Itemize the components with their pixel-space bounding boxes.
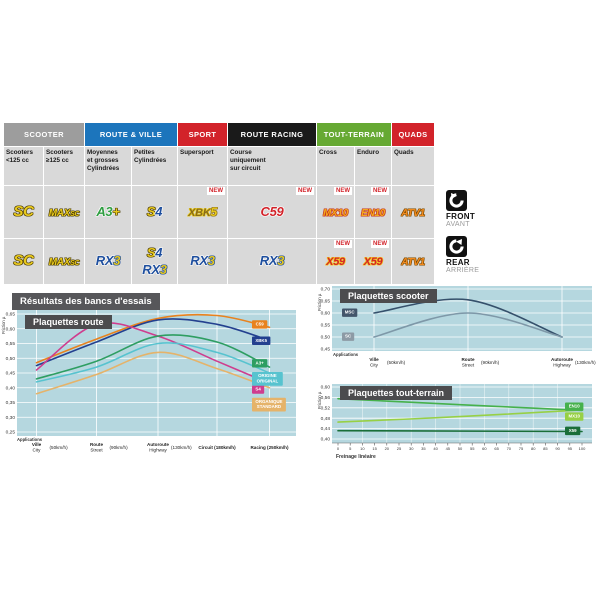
category-header-quads: QUADS: [392, 123, 434, 146]
svg-text:(50km/h): (50km/h): [387, 360, 406, 365]
series-line-X59: [338, 431, 582, 432]
tout-terrain-chart-title: Plaquettes tout-terrain: [340, 386, 452, 400]
route-chart: [0, 308, 312, 460]
brand-logo-atv1: ATV1: [401, 207, 425, 219]
front-product-cell: [178, 186, 227, 238]
brand-logo-maxsc: MAXSC: [48, 207, 80, 219]
brand-logo-s4: S4: [146, 203, 163, 219]
svg-text:Ville: Ville: [369, 357, 379, 362]
svg-text:40: 40: [433, 446, 438, 451]
svg-text:(90km/h): (90km/h): [109, 445, 128, 450]
svg-text:MX10: MX10: [568, 413, 580, 419]
svg-text:0,65: 0,65: [320, 299, 330, 305]
svg-text:0,65: 0,65: [5, 312, 15, 318]
svg-text:10: 10: [360, 446, 365, 451]
brand-logo-rx3: RX3: [190, 253, 215, 269]
brand-logo-mx10: MX10: [323, 207, 348, 219]
svg-text:0,30: 0,30: [5, 415, 15, 421]
front-product-cell: [4, 186, 43, 238]
category-header-scooter: SCOOTER: [4, 123, 84, 146]
svg-text:MSC: MSC: [344, 309, 355, 315]
svg-text:ORIGINE: ORIGINE: [258, 373, 277, 379]
brand-logo-x59: X59: [363, 256, 383, 269]
svg-text:SC: SC: [345, 333, 352, 339]
scooter-chart-title: Plaquettes scooter: [340, 289, 437, 303]
svg-text:Ville: Ville: [31, 442, 42, 447]
front-product-cell: [355, 186, 391, 238]
svg-text:45: 45: [445, 446, 451, 451]
svg-text:25: 25: [396, 446, 402, 451]
svg-text:City: City: [370, 362, 378, 368]
brand-logo-sc: SC: [13, 202, 34, 220]
y-axis-label: Friction µ: [317, 391, 322, 409]
brand-logo-s4: S4: [146, 245, 163, 261]
subheader-cell: Scooters <125 cc: [4, 147, 43, 185]
svg-text:20: 20: [384, 446, 390, 451]
svg-text:(50km/h): (50km/h): [49, 445, 68, 450]
front-label: FRONT: [446, 212, 476, 221]
brand-logo-rx3: RX3: [95, 253, 121, 269]
results-heading: Résultats des bancs d'essais: [12, 293, 160, 310]
front-product-cell: [132, 186, 177, 238]
brand-logo-maxsc: MAXSC: [48, 257, 80, 269]
brand-logo-a3plus: A3+: [96, 203, 120, 219]
svg-text:0,50: 0,50: [320, 335, 330, 341]
brand-logo-en10: EN10: [361, 207, 385, 219]
front-sublabel: AVANT: [446, 221, 470, 228]
svg-text:0: 0: [336, 446, 340, 451]
svg-text:(130km/h): (130km/h): [575, 360, 596, 365]
rear-product-cell: [178, 239, 227, 284]
rear-product-cell: [132, 239, 177, 284]
svg-text:X59: X59: [568, 427, 577, 433]
route-chart-canvas: [0, 308, 312, 460]
svg-text:0,40: 0,40: [5, 386, 15, 392]
rear-product-cell: [4, 239, 43, 284]
svg-text:65: 65: [494, 446, 499, 451]
svg-text:35: 35: [421, 446, 426, 451]
svg-text:(90km/h): (90km/h): [481, 360, 500, 365]
svg-text:90: 90: [555, 446, 560, 451]
svg-text:0,60: 0,60: [320, 385, 330, 391]
brand-logo-rx3: RX3: [142, 261, 167, 277]
svg-text:Circuit (180km/h): Circuit (180km/h): [198, 445, 236, 450]
rear-product-cell: [355, 239, 391, 284]
svg-text:55: 55: [469, 446, 475, 451]
svg-text:A3+: A3+: [255, 360, 264, 366]
y-axis-label: Friction µ: [317, 293, 322, 311]
rear-product-cell: [228, 239, 316, 284]
brand-logo-x59: X59: [326, 256, 345, 269]
svg-text:0,44: 0,44: [320, 427, 330, 433]
svg-text:0,25: 0,25: [5, 430, 15, 436]
svg-text:50: 50: [457, 446, 463, 451]
svg-text:Route: Route: [461, 357, 475, 362]
svg-text:Autoroute: Autoroute: [147, 442, 169, 447]
scooter-chart: [316, 285, 600, 377]
svg-text:City: City: [32, 447, 41, 453]
subheader-cell: Enduro: [355, 147, 391, 185]
svg-text:30: 30: [408, 446, 414, 451]
front-product-cell: [85, 186, 131, 238]
svg-text:70: 70: [506, 446, 512, 451]
svg-text:95: 95: [567, 446, 573, 451]
svg-text:ORGANIQUE: ORGANIQUE: [255, 398, 283, 404]
new-badge: NEW: [298, 188, 312, 194]
svg-text:0,48: 0,48: [320, 416, 330, 422]
front-product-cell: [392, 186, 434, 238]
rear-axle-block: [446, 236, 496, 274]
svg-text:C59: C59: [255, 321, 264, 327]
rear-product-cell: [392, 239, 434, 284]
tout-terrain-chart: [316, 383, 600, 475]
svg-text:S4: S4: [255, 386, 261, 392]
svg-text:0,35: 0,35: [5, 401, 15, 407]
rear-product-cell: [85, 239, 131, 284]
subheader-cell: Moyennes et grosses Cylindrées: [85, 147, 131, 185]
svg-text:80: 80: [530, 446, 536, 451]
rear-label: REAR: [446, 258, 470, 267]
new-badge: NEW: [373, 241, 387, 247]
subheader-cell: Petites Cylindrées: [132, 147, 177, 185]
svg-text:15: 15: [372, 446, 377, 451]
rear-product-cell: [317, 239, 354, 284]
category-header-sport: SPORT: [178, 123, 227, 146]
subheader-cell: Cross: [317, 147, 354, 185]
svg-text:0,50: 0,50: [5, 356, 15, 362]
brand-logo-rx3: RX3: [259, 253, 285, 269]
svg-text:STANDARD: STANDARD: [256, 404, 282, 410]
svg-text:0,52: 0,52: [320, 406, 330, 412]
svg-text:100: 100: [578, 446, 586, 451]
svg-text:Highway: Highway: [149, 447, 167, 453]
svg-text:(130km/h): (130km/h): [171, 445, 192, 450]
route-chart-title: Plaquettes route: [25, 315, 112, 329]
rear-product-cell: [44, 239, 84, 284]
svg-text:0,45: 0,45: [320, 347, 330, 353]
svg-text:Highway: Highway: [553, 362, 571, 368]
front-product-cell: [317, 186, 354, 238]
svg-text:Racing (250km/h): Racing (250km/h): [250, 445, 289, 450]
brand-logo-c59: C59: [260, 203, 284, 219]
svg-text:XBK5: XBK5: [255, 337, 268, 343]
new-badge: NEW: [336, 241, 350, 247]
subheader-cell: Scooters ≥125 cc: [44, 147, 84, 185]
svg-text:0,60: 0,60: [5, 327, 15, 333]
subheader-cell: Course uniquement sur circuit: [228, 147, 316, 185]
svg-text:75: 75: [518, 446, 524, 451]
new-badge: NEW: [209, 188, 223, 194]
product-category-table: [4, 123, 434, 284]
svg-text:EN10: EN10: [568, 403, 580, 409]
svg-text:0,55: 0,55: [5, 342, 15, 348]
brand-logo-xbk5: XBK5: [188, 204, 217, 219]
svg-text:85: 85: [543, 446, 548, 451]
subheader-cell: Quads: [392, 147, 434, 185]
subheader-cell: Supersport: [178, 147, 227, 185]
svg-text:0,60: 0,60: [320, 311, 330, 317]
new-badge: NEW: [336, 188, 350, 194]
x-axis-label: Applications: [333, 352, 359, 357]
svg-text:Street: Street: [90, 447, 103, 453]
svg-text:0,55: 0,55: [320, 323, 330, 329]
svg-text:Street: Street: [461, 362, 475, 368]
svg-text:ORIGINAL: ORIGINAL: [256, 378, 279, 384]
category-header-route-ville: ROUTE & VILLE: [85, 123, 177, 146]
brand-logo-atv1: ATV1: [401, 257, 425, 269]
front-product-cell: [44, 186, 84, 238]
svg-text:0,56: 0,56: [320, 396, 330, 401]
rear-brake-disc-icon: [446, 236, 467, 257]
rear-sublabel: ARRIÈRE: [446, 267, 480, 274]
svg-text:0,40: 0,40: [320, 437, 330, 443]
front-axle-block: [446, 190, 496, 228]
svg-text:0,70: 0,70: [320, 287, 330, 293]
x-axis-label: Applications: [17, 437, 43, 442]
front-product-cell: [228, 186, 316, 238]
x-axis-label: Freinage linéaire: [336, 454, 376, 460]
front-brake-disc-icon: [446, 190, 467, 211]
svg-text:0,45: 0,45: [5, 371, 15, 377]
brand-logo-sc: SC: [13, 252, 34, 270]
svg-text:Route: Route: [89, 442, 104, 447]
category-header-route-racing: ROUTE RACING: [228, 123, 316, 146]
svg-text:Autoroute: Autoroute: [551, 357, 573, 362]
y-axis-label: Friction µ: [1, 316, 6, 334]
new-badge: NEW: [373, 188, 387, 194]
svg-text:5: 5: [349, 446, 352, 451]
svg-text:60: 60: [482, 446, 487, 451]
category-header-tout-terrain: TOUT-TERRAIN: [317, 123, 391, 146]
